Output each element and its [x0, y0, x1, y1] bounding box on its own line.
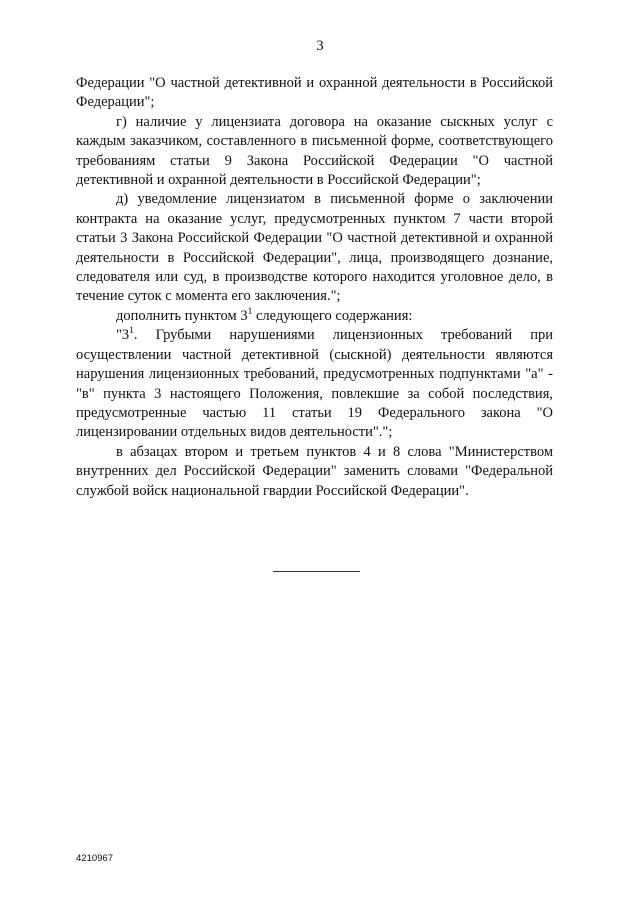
point-text: . Грубыми нарушениями лицензионных требований при осуществлении частной детективной (сыскной) деятельности являются нарушения лицензионных требований, предусмотренных подпунктами "а" - "в" пункта 3 настоящего Положения, повлекшие за собой последствия, предусмотренные частью 11 статьи 19 Федерального закона "О лицензировании отдельных видов деятельности".";: [76, 327, 553, 441]
document-code: 4210967: [76, 853, 113, 864]
add-point-text: дополнить пунктом 3: [116, 307, 248, 324]
paragraph-point-3-1: [76, 326, 553, 442]
paragraph-replace-words: в абзацах втором и третьем пунктов 4 и 8 слова "Министерством внутренних дел Российской Федерации" заменить словами "Федеральной службой войск национальной гвардии Российской Федерации".: [76, 443, 553, 499]
superscript: 1: [129, 326, 134, 337]
paragraph-continuation: Федерации "О частной детективной и охранной деятельности в Российской Федерации";: [76, 75, 553, 111]
superscript: 1: [247, 306, 253, 317]
point-number: "3: [116, 327, 130, 344]
paragraph-item-g: г) наличие у лицензиата договора на оказание сыскных услуг с каждым заказчиком, составленного в письменной форме, соответствующего требованиям статьи 9 Закона Российской Федерации "О частной детективной и охранной деятельности в Российской Федерации";: [76, 113, 553, 189]
end-divider: [273, 571, 360, 572]
add-point-text-end: следующего содержания:: [252, 307, 413, 324]
page-number: 3: [316, 38, 324, 54]
paragraph-item-d: д) уведомление лицензиатом в письменной форме о заключении контракта на оказание услуг, предусмотренных пунктом 7 части второй статьи 3 Закона Российской Федерации "О частной детективной и охранной деятельности в Российской Федерации", лица, производящего дознание, следователя или суд, в производстве которого находится уголовное дело, в течение суток с момента его заключения.";: [76, 191, 553, 305]
document-body: [76, 74, 553, 501]
paragraph-add-point: [76, 307, 553, 326]
